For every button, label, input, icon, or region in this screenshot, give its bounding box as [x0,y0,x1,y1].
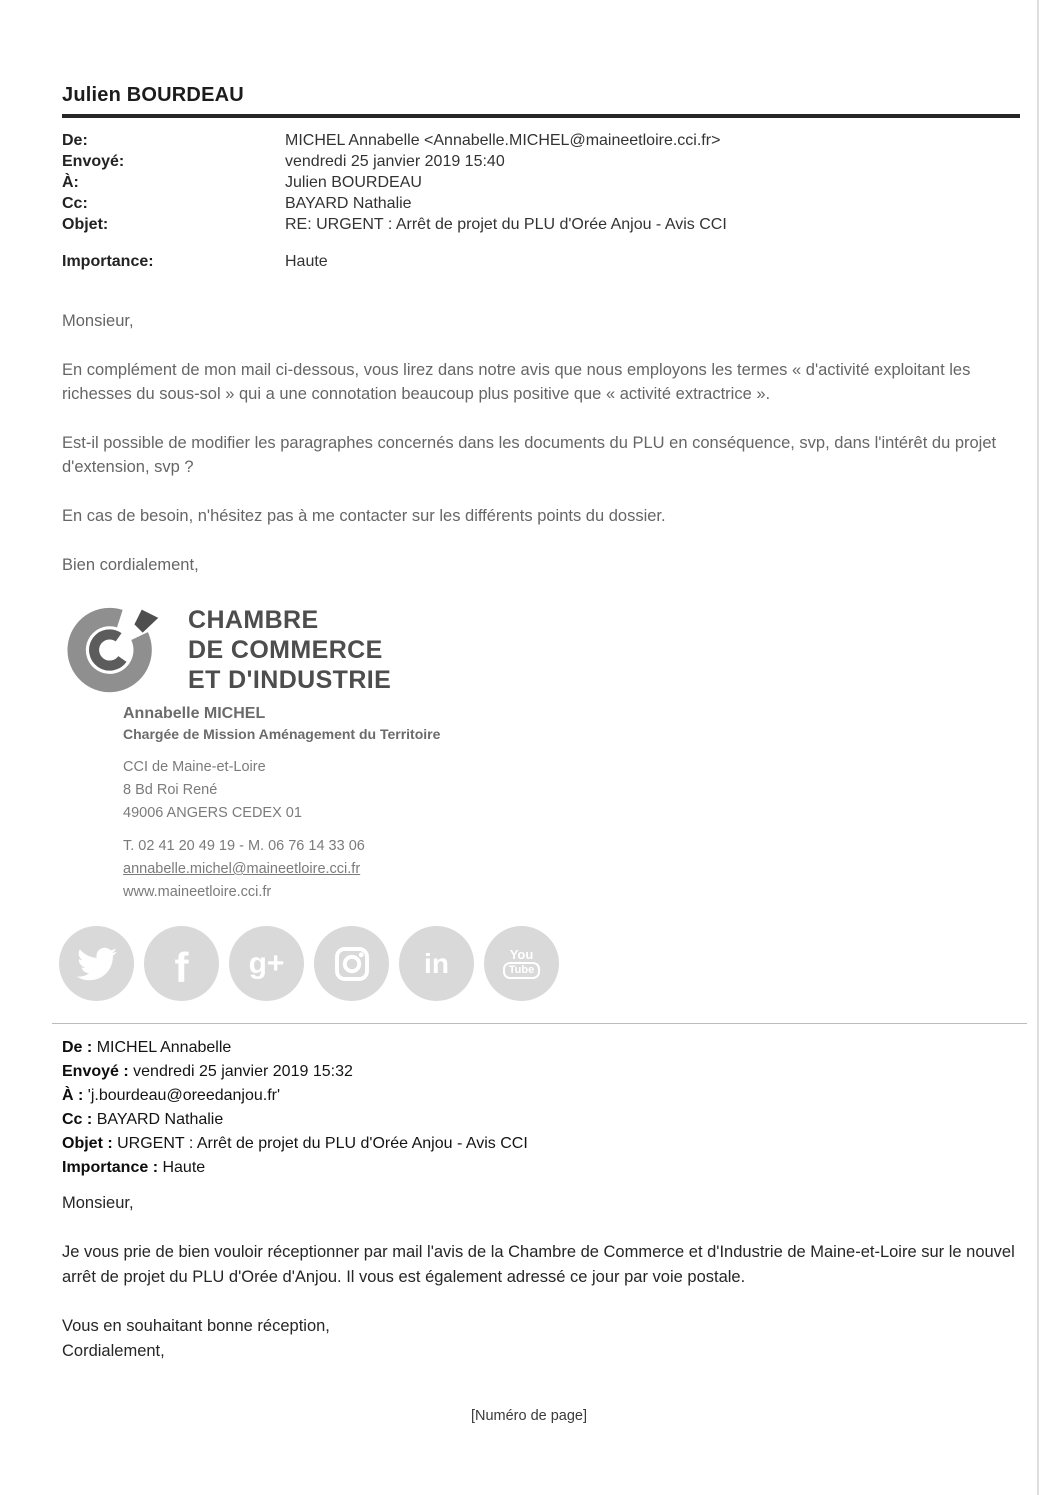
email2-header-row-to [62,1084,1020,1108]
email1-header-row-sent [62,151,1020,172]
importance-label-2: Importance : [62,1159,159,1176]
email1-closing: Bien cordialement, [62,556,199,574]
scan-artifact-line [1037,0,1039,1495]
cci-logo-line2: DE COMMERCE [188,636,383,664]
email2-header-row-from [62,1036,1020,1060]
youtube-you-text: You [509,947,534,962]
page-title: Julien BOURDEAU [62,84,1020,118]
signature-address [123,756,1020,825]
subject-value: RE: URGENT : Arrêt de projet du PLU d'Orée Anjou - Avis CCI [285,216,727,233]
importance-label: Importance: [62,253,154,270]
subject-label-2: Objet : [62,1135,113,1152]
to-value: Julien BOURDEAU [285,174,422,191]
email2-paragraph-1: Je vous prie de bien vouloir réceptionner par mail l'avis de la Chambre de Commerce et d'Industrie de Maine-et-Loire sur le nouvel arrêt de projet du PLU d'Orée d'Anjou. Il vous est également adressé ce jour par voie postale. [62,1243,1015,1286]
email2-body [62,1191,1020,1364]
social-icons-row [59,926,1020,1001]
sent-label: Envoyé: [62,153,125,170]
email2-header-row-subject [62,1132,1020,1156]
twitter-bird-glyph [77,944,117,984]
email1-header [62,130,1020,272]
from-value-2: MICHEL Annabelle [96,1039,232,1056]
email2-header-row-sent [62,1060,1020,1084]
email2-header-row-importance [62,1156,1020,1180]
sent-label-2: Envoyé : [62,1063,129,1080]
facebook-icon[interactable] [144,926,219,1001]
email1-paragraph-1: En complément de mon mail ci-dessous, vous lirez dans notre avis que nous employons les termes « d'activité exploitant les richesses du sous-sol » qui a une connotation beaucoup plus positive que « activité extractrice ». [62,361,971,403]
email1-header-row-to [62,172,1020,193]
signature-name: Annabelle MICHEL [123,705,266,722]
to-label: À: [62,174,79,191]
from-value: MICHEL Annabelle <Annabelle.MICHEL@maineetloire.cci.fr> [285,132,721,149]
subject-label: Objet: [62,216,109,233]
linkedin-in-glyph: in [424,947,449,979]
email2-greeting: Monsieur, [62,1194,134,1212]
cc-label: Cc: [62,195,88,212]
page-number-footer: [Numéro de page] [470,1408,588,1424]
email2-closing-1: Vous en souhaitant bonne réception, [62,1317,330,1335]
instagram-icon[interactable] [314,926,389,1001]
email1-header-row-importance [62,251,1020,272]
to-label-2: À : [62,1087,84,1104]
cci-logo-line3: ET D'INDUSTRIE [188,666,392,694]
email1-greeting: Monsieur, [62,312,134,330]
instagram-camera-glyph [332,944,372,984]
email2-header [62,1036,1020,1180]
signature-role: Chargée de Mission Aménagement du Territoire [123,726,441,742]
quoted-email-divider [52,1023,1027,1024]
address-line-3: 49006 ANGERS CEDEX 01 [123,805,302,821]
facebook-f-glyph: f [174,943,189,991]
email1-paragraph-2: Est-il possible de modifier les paragraphes concernés dans les documents du PLU en conséquence, svp, dans l'intérêt du projet d'extension, svp ? [62,434,997,476]
email2-header-row-cc [62,1108,1020,1132]
cc-value-2: BAYARD Nathalie [96,1111,224,1128]
address-line-1: CCI de Maine-et-Loire [123,759,266,775]
signature-website-link[interactable]: www.maineetloire.cci.fr [123,884,272,900]
email2-closing-2: Cordialement, [62,1342,165,1360]
twitter-icon[interactable] [59,926,134,1001]
google-plus-glyph: g+ [248,946,285,980]
email1-header-row-subject [62,214,1020,235]
importance-value-2: Haute [162,1159,206,1176]
cc-value: BAYARD Nathalie [285,195,412,212]
to-value-2: 'j.bourdeau@oreedanjou.fr' [87,1087,281,1104]
cci-logo-icon [62,604,172,696]
sent-value: vendredi 25 janvier 2019 15:40 [285,153,505,170]
email1-header-row-from [62,130,1020,151]
importance-value: Haute [285,253,328,270]
youtube-icon[interactable] [484,926,559,1001]
linkedin-icon[interactable] [399,926,474,1001]
signature-phone: T. 02 41 20 49 19 - M. 06 76 14 33 06 [123,838,365,854]
youtube-tube-text: Tube [503,962,540,979]
signature-contact [123,835,1020,904]
subject-value-2: URGENT : Arrêt de projet du PLU d'Orée Anjou - Avis CCI [117,1135,528,1152]
cci-logo [62,604,1020,696]
cci-logo-text [188,605,391,695]
email1-body [62,309,1020,577]
google-plus-icon[interactable] [229,926,304,1001]
email1-paragraph-3: En cas de besoin, n'hésitez pas à me contacter sur les différents points du dossier. [62,507,666,525]
cc-label-2: Cc : [62,1111,93,1128]
from-label-2: De : [62,1039,93,1056]
email1-header-row-cc [62,193,1020,214]
cci-logo-line1: CHAMBRE [188,606,319,634]
sent-value-2: vendredi 25 janvier 2019 15:32 [133,1063,353,1080]
address-line-2: 8 Bd Roi René [123,782,218,798]
signature-email-link[interactable]: annabelle.michel@maineetloire.cci.fr [123,861,361,877]
from-label: De: [62,132,88,149]
